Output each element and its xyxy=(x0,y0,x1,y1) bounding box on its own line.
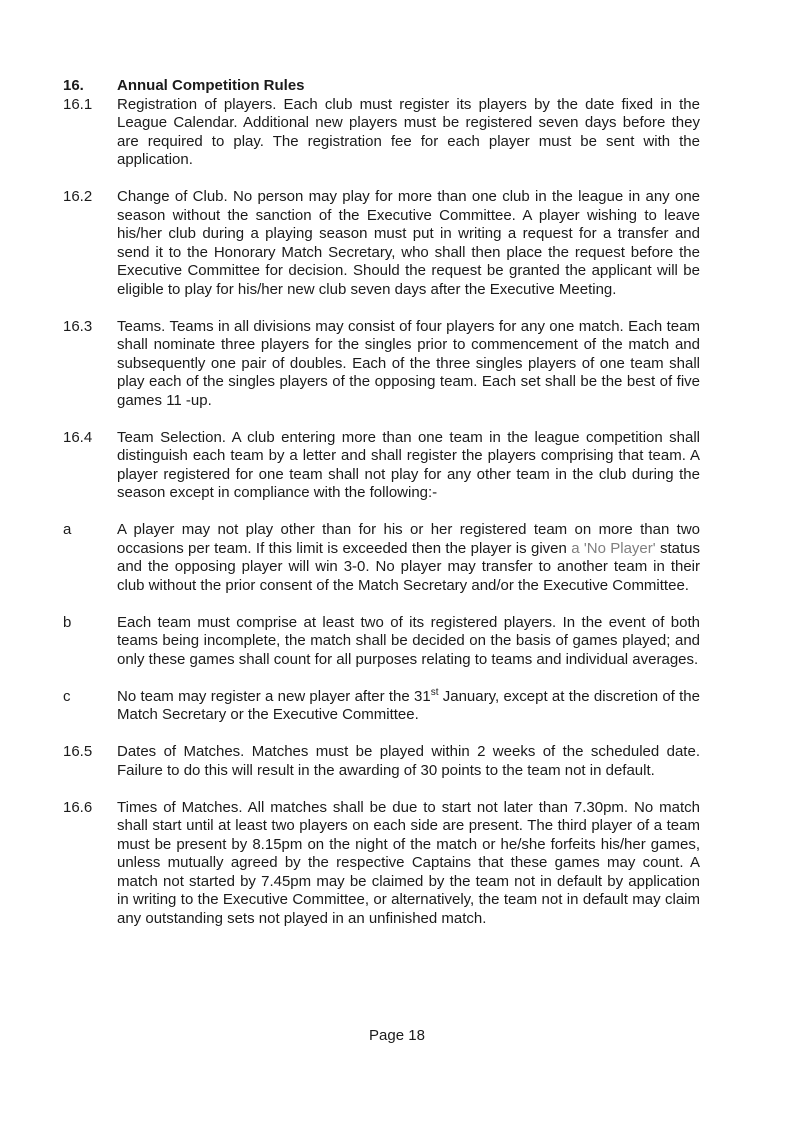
section-number: 16.5 xyxy=(63,743,93,760)
section-row-c xyxy=(63,688,700,725)
section-number: 16.6 xyxy=(63,798,93,816)
section-row-16-1 xyxy=(63,96,700,170)
section-text: Dates of Matches. Matches must be played within 2 weeks of the scheduled date. Failure to do this will result in the awarding of 30 points to the team not in default. xyxy=(117,743,700,779)
section-text: Registration of players. Each club must register its players by the date fixed in the League Calendar. Additional new players must be registered seven days before they are required to play. The registration fee for each player must be sent with the application. xyxy=(117,95,700,168)
section-text: Team Selection. A club entering more than one team in the league competition shall distinguish each team by a letter and shall register the players comprising that team. A player registered for one team shall not play for any other team in the club during the season except in compliance with the following:- xyxy=(117,428,700,501)
section-text: Teams. Teams in all divisions may consist of four players for any one match. Each team shall nominate three players for the singles prior to commencement of the match and subsequently one pair of doubles. Each of the three singles players of one team shall play each of the singles players of the opposing team. Each set shall be the best of five games 11 -up. xyxy=(117,317,700,409)
section-letter: b xyxy=(63,613,72,631)
section-row-16-3 xyxy=(63,318,700,411)
section-row-16-4 xyxy=(63,429,700,503)
no-player-highlight: a 'No Player' xyxy=(571,539,656,557)
section-row-16-6 xyxy=(63,799,700,929)
section-number: 16.1 xyxy=(63,95,93,113)
section-text-part: January, except at the discretion of the Match Secretary or the Executive Committee. xyxy=(117,687,700,723)
section-text: Each team must comprise at least two of its registered players. In the event of both teams being incomplete, the match shall be decided on the basis of games played; and only these games shall count for all purposes relating to teams and individual averages. xyxy=(117,613,700,668)
section-text-part: No team may register a new player after the 31 xyxy=(117,687,431,705)
section-text: Change of Club. No person may play for more than one club in the league in any one season without the sanction of the Executive Committee. A player wishing to leave his/her club during a playing season must put in writing a request for a transfer and send it to the Honorary Match Secretary, who shall then place the request before the Executive Committee for decision. Should the request be granted the applicant will be eligible to play for his/her new club seven days after the Executive Meeting. xyxy=(117,188,700,298)
heading-number: 16. xyxy=(63,77,84,94)
section-row-16-2 xyxy=(63,188,700,299)
section-text xyxy=(117,688,700,725)
section-text: Times of Matches. All matches shall be due to start not later than 7.30pm. No match shall start until at least two players on each side are present. The third player of a team must be present by 8.15pm on the night of the match or he/she forfeits his/her games, unless mutually agreed by the respective Captains that these games may count. A match not started by 7.45pm may be claimed by the team not in default by application in writing to the Executive Committee, or alternatively, the team not in default may claim any outstanding sets not played in an unfinished match. xyxy=(117,798,700,927)
section-row-16-5 xyxy=(63,743,700,780)
section-number: 16.2 xyxy=(63,188,93,205)
heading-title: Annual Competition Rules xyxy=(117,77,305,94)
section-row-a xyxy=(63,521,700,595)
section-text-part: status and the opposing player will win 3-0. No player may transfer to another team in their club without the prior consent of the Match Secretary and/or the Executive Committee. xyxy=(117,539,701,594)
page-footer xyxy=(0,1027,794,1046)
page-number-label: Page 18 xyxy=(369,1027,425,1044)
section-number: 16.4 xyxy=(63,428,93,446)
ordinal-superscript: st xyxy=(430,686,439,698)
rules-content xyxy=(63,77,700,947)
section-row-b xyxy=(63,614,700,670)
section-text xyxy=(117,521,700,595)
section-heading-row xyxy=(63,77,700,96)
section-text-part: A player may not play other than for his or her registered team on more than two occasions per team. If this limit is exceeded then the player is given xyxy=(117,521,700,557)
section-letter: a xyxy=(63,521,72,538)
section-number: 16.3 xyxy=(63,317,93,335)
section-letter: c xyxy=(63,687,71,705)
